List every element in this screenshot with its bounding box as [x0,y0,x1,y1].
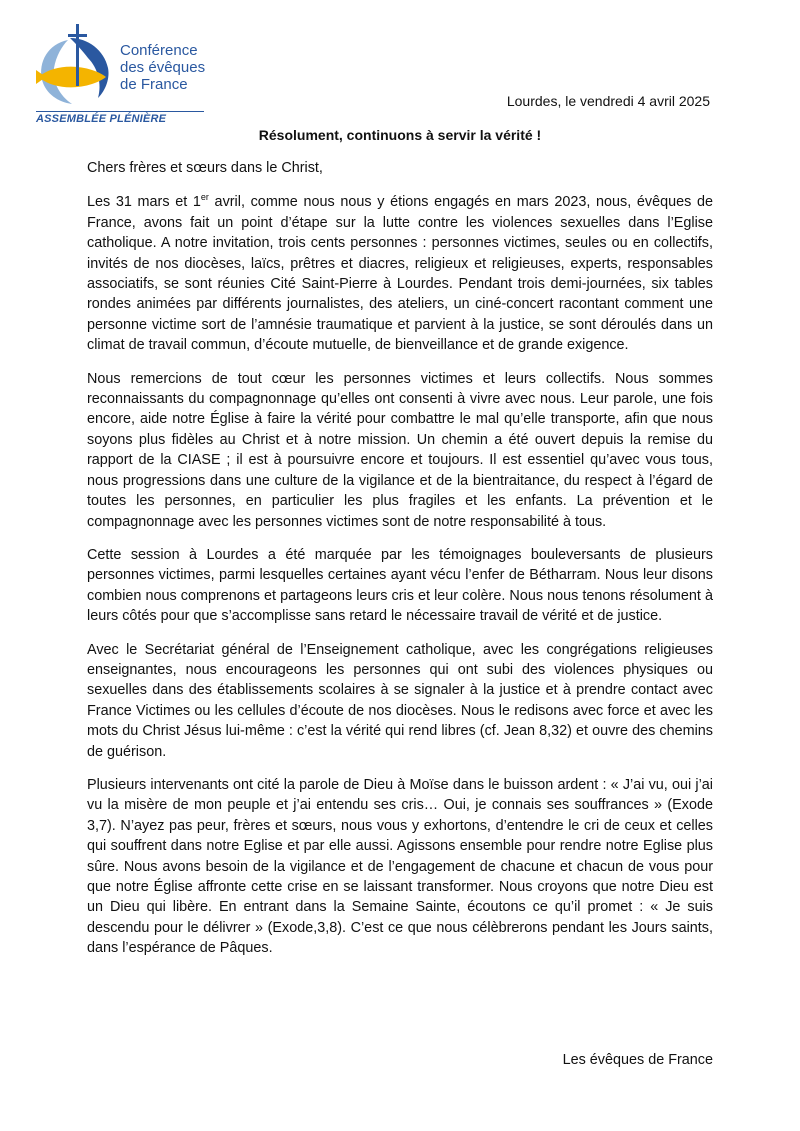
paragraph-1-start: Les 31 mars et 1 [87,194,201,211]
assembly-label: ASSEMBLÉE PLÉNIÈRE [36,113,167,125]
ordinal-superscript: er [200,192,209,203]
signature: Les évêques de France [562,1052,713,1068]
place-date: Lourdes, le vendredi 4 avril 2025 [506,93,710,109]
logo-divider [36,111,204,112]
logo-line: des évêques [120,59,206,76]
greeting: Chers frères et sœurs dans le Christ, [87,160,323,176]
document-title: Résolument, continuons à servir la vérité ! [258,127,542,143]
paragraph-5: Plusieurs intervenants ont cité la parole de Dieu à Moïse dans le buisson ardent : « J’ai vu, oui j’ai vu la misère de mon peuple et j’ai entendu ses cris… Oui, je connais ses souffrances » (Exode 3,7). N’ayez pas peur, frères et sœurs, nous vous y exhortons, d’entendre le cri de ceux et celles qui souffrent dans notre Eglise et par elle aussi. Agissons ensemble pour rendre notre Eglise plus sûre. Nous avons besoin de la vigilance et de l’engagement de chacune et chacun de vous pour que notre Église affronte cette crise en se laissant transformer. Nous croyons que notre Dieu est un Dieu qui libère. En entrant dans la Semaine Sainte, écoutons ce qu’il promet : « Je suis descendu pour le délivrer » (Exode,3,8). C’est ce que nous célèbrerons pendant les Jours saints, dans l’espérance de Pâques. [87,776,713,957]
paragraph-1 [87,192,713,355]
logo-line: de France [120,76,188,93]
logo-line: Conférence [120,42,198,59]
cross-fish-emblem-icon [30,20,120,110]
letter-body [87,158,713,972]
paragraph-2: Nous remercions de tout cœur les personnes victimes et leurs collectifs. Nous sommes reconnaissants du compagnonnage qu’elles ont consenti à vivre avec nous. Leur parole, une fois encore, aide notre Église à faire la vérité pour combattre le mal qu’elle transporte, afin que nous soyons plus fidèles au Christ et à notre mission. Un chemin a été ouvert depuis la remise du rapport de la CIASE ; il est à poursuivre encore et toujours. Il est essentiel qu’avec vous tous, nous progressions dans une culture de la vigilance et de la bientraitance, du respect à l’égard de toutes les personnes, en particulier les plus fragiles et les enfants. La prévention et le compagnonnage avec les personnes victimes sont de notre responsabilité à tous. [87,370,713,530]
logo-wordmark [120,42,205,93]
paragraph-4: Avec le Secrétariat général de l’Enseignement catholique, avec les congrégations religieuses enseignantes, nous encourageons les personnes qui ont subi des violences physiques ou sexuelles dans des établissements scolaires à se signaler à la justice et à prendre contact avec France Victimes ou les cellules d’écoute de nos diocèses. Nous le redisons avec force et avec les mots du Christ Jésus lui-même : c’est la vérité qui rend libres (cf. Jean 8,32) et ouvre des chemins de guérison. [87,641,713,760]
paragraph-3: Cette session à Lourdes a été marquée par les témoignages bouleversants de plusieurs personnes victimes, parmi lesquelles certaines ayant vécu l’enfer de Bétharram. Nous leur disons combien nous comprenons et partageons leurs cris et leur colère. Nous nous tenons résolument à leurs côtés pour que s’accomplisse sans retard le nécessaire travail de vérité et de justice. [87,546,713,625]
paragraph-1-rest: avril, comme nous nous y étions engagés en mars 2023, nous, évêques de France, avons fait un point d’étape sur la lutte contre les violences sexuelles dans l’Eglise catholique. A notre invitation, trois cents personnes : personnes victimes, seules ou en collectifs, invités de nos diocèses, laïcs, prêtres et diacres, religieux et religieuses, experts, responsables associatifs, se sont réunies Cité Saint-Pierre à Lourdes. Pendant trois demi-journées, six tables rondes animées par différents journalistes, des ateliers, un ciné-concert racontant comment une personne victime sort de l’amnésie traumatique et parvient à la justice, se sont déroulés dans un climat de travail commun, d’écoute mutuelle, de bienveillance et de grande exigence. [87,194,713,354]
